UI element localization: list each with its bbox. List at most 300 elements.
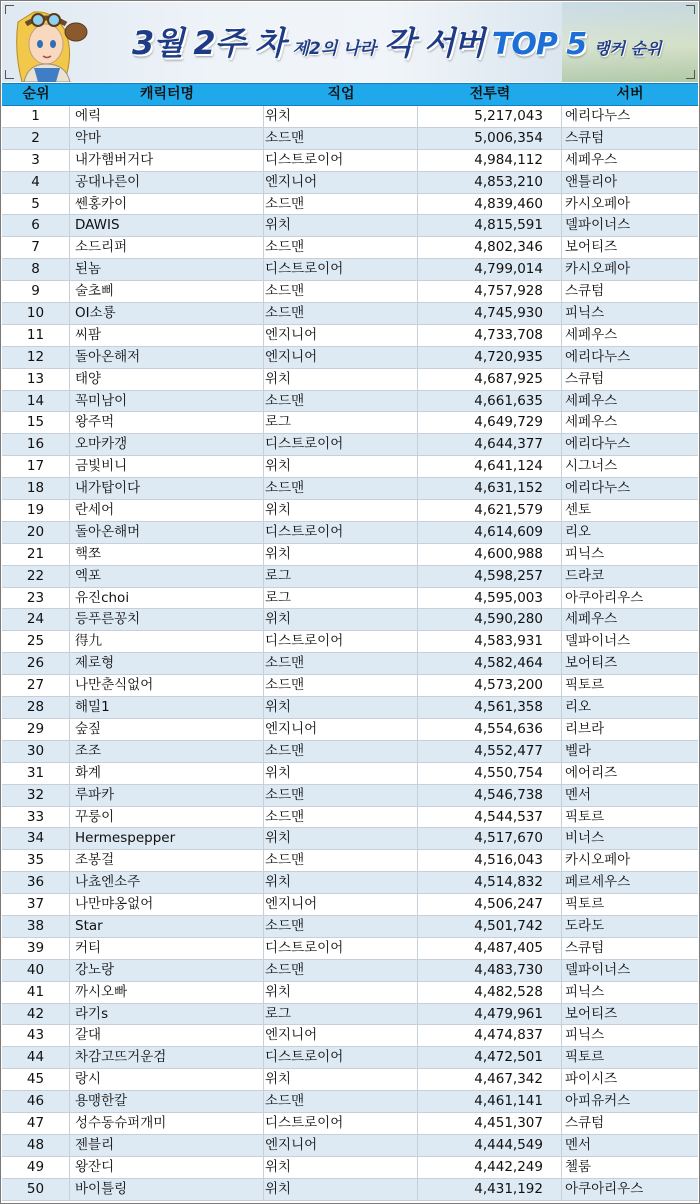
cell-server: 피닉스: [565, 305, 605, 322]
cell-class: 소드맨: [264, 194, 418, 215]
cell-combat-power: 4,583,931: [418, 631, 562, 652]
cell-server: 비너스: [565, 830, 605, 847]
cell-rank: 20: [2, 522, 70, 543]
cell-combat-power: 4,467,342: [418, 1069, 562, 1090]
cell-class: 엔지니어: [264, 325, 418, 346]
cell-class: 위치: [264, 872, 418, 893]
cell-combat-power: 4,644,377: [418, 434, 562, 455]
cell-server: 첼룸: [565, 1158, 592, 1175]
cell-class: 위치: [264, 456, 418, 477]
cell-character-name: 갈대: [70, 1025, 264, 1046]
cell-rank: 10: [2, 303, 70, 324]
cell-character-name: 공대나른이: [70, 172, 264, 193]
header-character-name: 캐릭터명: [139, 86, 195, 102]
cell-class: 엔지니어: [264, 719, 418, 740]
cell-rank: 4: [2, 172, 70, 193]
table-row: [2, 544, 698, 566]
header-class: 직업: [327, 86, 355, 102]
cell-class: 소드맨: [264, 128, 418, 149]
table-row: [2, 675, 698, 697]
cell-character-name: 금빛비니: [70, 456, 264, 477]
cell-combat-power: 4,516,043: [418, 850, 562, 871]
cell-server: 멘서: [565, 1136, 592, 1153]
cell-combat-power: 4,661,635: [418, 391, 562, 412]
corner-mark-icon: [686, 70, 695, 79]
table-row: [2, 741, 698, 763]
cell-server: 보어티즈: [565, 1005, 618, 1022]
cell-rank: 34: [2, 828, 70, 849]
title-banner: [2, 2, 698, 82]
cell-class: 로그: [264, 412, 418, 433]
cell-rank: 25: [2, 631, 70, 652]
cell-rank: 12: [2, 347, 70, 368]
cell-server: 에리다누스: [565, 348, 631, 365]
cell-combat-power: 4,853,210: [418, 172, 562, 193]
cell-server: 픽토르: [565, 1049, 605, 1066]
cell-character-name: 에릭: [70, 106, 264, 127]
title-week: 3월 2주 차: [132, 24, 285, 62]
cell-character-name: 조조: [70, 741, 264, 762]
cell-class: 로그: [264, 1004, 418, 1025]
table-row: [2, 872, 698, 894]
cell-class: 엔지니어: [264, 894, 418, 915]
cell-class: 소드맨: [264, 303, 418, 324]
cell-server: 에리다누스: [565, 436, 631, 453]
cell-combat-power: 4,573,200: [418, 675, 562, 696]
cell-rank: 36: [2, 872, 70, 893]
cell-rank: 46: [2, 1091, 70, 1112]
cell-combat-power: 4,483,730: [418, 960, 562, 981]
cell-server: 에어리즈: [565, 764, 618, 781]
table-row: [2, 719, 698, 741]
cell-server: 델파이너스: [565, 217, 631, 234]
cell-class: 소드맨: [264, 653, 418, 674]
corner-mark-icon: [686, 5, 695, 14]
cell-combat-power: 4,598,257: [418, 566, 562, 587]
cell-character-name: 나만먀옹없어: [70, 894, 264, 915]
table-row: [2, 1069, 698, 1091]
cell-rank: 22: [2, 566, 70, 587]
cell-character-name: 해밀1: [70, 697, 264, 718]
table-row: [2, 828, 698, 850]
table-row: [2, 325, 698, 347]
cell-class: 소드맨: [264, 478, 418, 499]
cell-class: 소드맨: [264, 391, 418, 412]
title-ranker: 랭커 순위: [594, 39, 662, 58]
cell-server: 델파이너스: [565, 961, 631, 978]
table-row: [2, 434, 698, 456]
cell-character-name: 차감고뜨거운검: [70, 1047, 264, 1068]
cell-server: 보어티즈: [565, 655, 618, 672]
cell-rank: 17: [2, 456, 70, 477]
cell-character-name: 꼭미남이: [70, 391, 264, 412]
cell-class: 디스트로이어: [264, 150, 418, 171]
cell-character-name: 성수동슈퍼개미: [70, 1113, 264, 1134]
cell-rank: 23: [2, 588, 70, 609]
cell-combat-power: 4,757,928: [418, 281, 562, 302]
cell-character-name: 제로형: [70, 653, 264, 674]
cell-class: 위치: [264, 1157, 418, 1178]
cell-character-name: 루파카: [70, 785, 264, 806]
cell-combat-power: 4,745,930: [418, 303, 562, 324]
table-row: [2, 303, 698, 325]
cell-combat-power: 4,631,152: [418, 478, 562, 499]
cell-character-name: 용맹한칼: [70, 1091, 264, 1112]
cell-character-name: 내가탑이다: [70, 478, 264, 499]
cell-character-name: 강노랑: [70, 960, 264, 981]
cell-server: 스큐텀: [565, 1114, 605, 1131]
table-row: [2, 172, 698, 194]
table-row: [2, 785, 698, 807]
cell-server: 에리다누스: [565, 480, 631, 497]
cell-character-name: 핵쪼: [70, 544, 264, 565]
cell-class: 소드맨: [264, 281, 418, 302]
cell-character-name: 등푸른꽁치: [70, 609, 264, 630]
cell-class: 위치: [264, 763, 418, 784]
table-row: [2, 500, 698, 522]
cell-combat-power: 4,550,754: [418, 763, 562, 784]
cell-rank: 24: [2, 609, 70, 630]
table-row: [2, 347, 698, 369]
table-row: [2, 1157, 698, 1179]
table-row: [2, 938, 698, 960]
character-avatar-icon: [4, 2, 114, 82]
cell-rank: 48: [2, 1135, 70, 1156]
table-row: [2, 588, 698, 610]
cell-rank: 29: [2, 719, 70, 740]
cell-character-name: 태양: [70, 369, 264, 390]
cell-combat-power: 4,561,358: [418, 697, 562, 718]
cell-character-name: 씨팜: [70, 325, 264, 346]
cell-class: 위치: [264, 1069, 418, 1090]
cell-rank: 41: [2, 982, 70, 1003]
cell-character-name: 꾸룽이: [70, 807, 264, 828]
cell-combat-power: 4,614,609: [418, 522, 562, 543]
cell-combat-power: 4,621,579: [418, 500, 562, 521]
cell-class: 디스트로이어: [264, 259, 418, 280]
cell-combat-power: 4,482,528: [418, 982, 562, 1003]
cell-combat-power: 4,546,738: [418, 785, 562, 806]
header-server: 서버: [616, 86, 644, 102]
table-row: [2, 1025, 698, 1047]
cell-server: 픽토르: [565, 677, 605, 694]
table-row: [2, 1091, 698, 1113]
cell-character-name: 화계: [70, 763, 264, 784]
cell-server: 스큐텀: [565, 370, 605, 387]
cell-combat-power: 4,479,961: [418, 1004, 562, 1025]
title-server: 각 서버: [384, 24, 484, 62]
cell-server: 아피유커스: [565, 1093, 631, 1110]
cell-rank: 8: [2, 259, 70, 280]
cell-class: 위치: [264, 1179, 418, 1200]
cell-class: 위치: [264, 609, 418, 630]
cell-character-name: 오마카갱: [70, 434, 264, 455]
table-row: [2, 194, 698, 216]
cell-character-name: 엑포: [70, 566, 264, 587]
table-row: [2, 456, 698, 478]
cell-character-name: 나만춘식없어: [70, 675, 264, 696]
cell-class: 엔지니어: [264, 1025, 418, 1046]
cell-rank: 32: [2, 785, 70, 806]
cell-combat-power: 4,720,935: [418, 347, 562, 368]
cell-rank: 35: [2, 850, 70, 871]
table-row: [2, 763, 698, 785]
cell-server: 세페우스: [565, 326, 618, 343]
ranking-table: [2, 83, 698, 1201]
cell-character-name: 得九: [70, 631, 264, 652]
table-row: [2, 566, 698, 588]
cell-class: 디스트로이어: [264, 938, 418, 959]
cell-server: 드라코: [565, 567, 605, 584]
cell-class: 소드맨: [264, 237, 418, 258]
cell-combat-power: 5,006,354: [418, 128, 562, 149]
cell-class: 위치: [264, 106, 418, 127]
cell-rank: 43: [2, 1025, 70, 1046]
cell-server: 벨라: [565, 742, 592, 759]
cell-combat-power: 4,649,729: [418, 412, 562, 433]
cell-combat-power: 4,431,192: [418, 1179, 562, 1200]
cell-combat-power: 4,461,141: [418, 1091, 562, 1112]
cell-server: 아쿠아리우스: [565, 589, 644, 606]
cell-combat-power: 4,799,014: [418, 259, 562, 280]
cell-class: 위치: [264, 369, 418, 390]
cell-combat-power: 4,501,742: [418, 916, 562, 937]
cell-server: 파이시즈: [565, 1071, 618, 1088]
cell-server: 페르세우스: [565, 874, 631, 891]
table-row: [2, 960, 698, 982]
cell-character-name: 돌아온해머: [70, 522, 264, 543]
cell-class: 소드맨: [264, 741, 418, 762]
cell-server: 리오: [565, 523, 592, 540]
cell-combat-power: 4,733,708: [418, 325, 562, 346]
table-row: [2, 1179, 698, 1201]
cell-rank: 33: [2, 807, 70, 828]
table-row: [2, 631, 698, 653]
cell-character-name: 조봉걸: [70, 850, 264, 871]
cell-server: 시그너스: [565, 458, 618, 475]
cell-server: 에리다누스: [565, 108, 631, 124]
table-row: [2, 128, 698, 150]
cell-rank: 13: [2, 369, 70, 390]
cell-class: 소드맨: [264, 916, 418, 937]
table-row: [2, 215, 698, 237]
table-row: [2, 807, 698, 829]
table-row: [2, 412, 698, 434]
cell-combat-power: 4,442,249: [418, 1157, 562, 1178]
cell-server: 스큐텀: [565, 283, 605, 300]
table-row: [2, 609, 698, 631]
cell-character-name: 란세어: [70, 500, 264, 521]
cell-class: 로그: [264, 566, 418, 587]
cell-rank: 1: [2, 106, 70, 127]
cell-character-name: 커티: [70, 938, 264, 959]
cell-character-name: 랑시: [70, 1069, 264, 1090]
cell-character-name: 숲짚: [70, 719, 264, 740]
cell-combat-power: 4,582,464: [418, 653, 562, 674]
cell-server: 리브라: [565, 720, 605, 737]
cell-server: 카시오페아: [565, 852, 631, 869]
cell-server: 스큐텀: [565, 129, 605, 146]
cell-class: 디스트로이어: [264, 522, 418, 543]
cell-character-name: 소드리퍼: [70, 237, 264, 258]
cell-rank: 42: [2, 1004, 70, 1025]
table-row: [2, 259, 698, 281]
cell-server: 피닉스: [565, 1027, 605, 1044]
cell-rank: 18: [2, 478, 70, 499]
cell-rank: 14: [2, 391, 70, 412]
header-rank: 순위: [22, 86, 50, 102]
cell-combat-power: 4,590,280: [418, 609, 562, 630]
cell-combat-power: 4,815,591: [418, 215, 562, 236]
cell-class: 위치: [264, 828, 418, 849]
cell-server: 앤틀리아: [565, 173, 618, 190]
cell-combat-power: 4,600,988: [418, 544, 562, 565]
cell-class: 로그: [264, 588, 418, 609]
table-row: [2, 106, 698, 128]
table-row: [2, 1004, 698, 1026]
cell-rank: 5: [2, 194, 70, 215]
title-top5: TOP 5: [491, 27, 587, 62]
cell-server: 피닉스: [565, 545, 605, 562]
cell-combat-power: 4,517,670: [418, 828, 562, 849]
header-combat-power: 전투력: [469, 86, 511, 102]
table-row: [2, 369, 698, 391]
cell-character-name: Star: [70, 916, 264, 937]
cell-class: 엔지니어: [264, 1135, 418, 1156]
cell-combat-power: 4,554,636: [418, 719, 562, 740]
cell-server: 픽토르: [565, 896, 605, 913]
cell-combat-power: 4,506,247: [418, 894, 562, 915]
cell-character-name: 악마: [70, 128, 264, 149]
cell-server: 세페우스: [565, 611, 618, 628]
cell-rank: 40: [2, 960, 70, 981]
cell-character-name: 왕주먹: [70, 412, 264, 433]
cell-rank: 21: [2, 544, 70, 565]
banner-headline: [132, 18, 662, 68]
cell-combat-power: 4,641,124: [418, 456, 562, 477]
cell-class: 디스트로이어: [264, 631, 418, 652]
cell-character-name: 왕잔디: [70, 1157, 264, 1178]
table-row: [2, 653, 698, 675]
cell-character-name: 라기s: [70, 1004, 264, 1025]
cell-character-name: DAWIS: [70, 215, 264, 236]
cell-combat-power: 4,839,460: [418, 194, 562, 215]
cell-rank: 26: [2, 653, 70, 674]
cell-character-name: 돌아온해저: [70, 347, 264, 368]
cell-class: 소드맨: [264, 850, 418, 871]
cell-combat-power: 4,595,003: [418, 588, 562, 609]
cell-combat-power: 4,514,832: [418, 872, 562, 893]
cell-combat-power: 4,444,549: [418, 1135, 562, 1156]
cell-character-name: 나쵸엔소주: [70, 872, 264, 893]
table-row: [2, 1113, 698, 1135]
cell-server: 리오: [565, 699, 592, 716]
table-row: [2, 391, 698, 413]
cell-rank: 9: [2, 281, 70, 302]
cell-character-name: Hermespepper: [70, 828, 264, 849]
table-row: [2, 894, 698, 916]
table-row: [2, 850, 698, 872]
cell-rank: 49: [2, 1157, 70, 1178]
cell-server: 세페우스: [565, 414, 618, 431]
table-row: [2, 697, 698, 719]
cell-server: 멘서: [565, 786, 592, 803]
cell-rank: 50: [2, 1179, 70, 1200]
cell-combat-power: 4,552,477: [418, 741, 562, 762]
cell-class: 소드맨: [264, 785, 418, 806]
cell-combat-power: 4,487,405: [418, 938, 562, 959]
cell-class: 소드맨: [264, 675, 418, 696]
cell-server: 세페우스: [565, 151, 618, 168]
title-game-name: 제2의 나라: [292, 39, 376, 59]
cell-class: 디스트로이어: [264, 1113, 418, 1134]
cell-class: 위치: [264, 697, 418, 718]
cell-rank: 38: [2, 916, 70, 937]
cell-class: 디스트로이어: [264, 434, 418, 455]
cell-combat-power: 4,472,501: [418, 1047, 562, 1068]
cell-class: 소드맨: [264, 807, 418, 828]
cell-class: 디스트로이어: [264, 1047, 418, 1068]
table-row: [2, 237, 698, 259]
cell-rank: 19: [2, 500, 70, 521]
cell-rank: 6: [2, 215, 70, 236]
table-body: [2, 106, 698, 1201]
cell-combat-power: 4,802,346: [418, 237, 562, 258]
cell-combat-power: 4,451,307: [418, 1113, 562, 1134]
cell-server: 도라도: [565, 917, 605, 934]
cell-class: 위치: [264, 500, 418, 521]
cell-rank: 47: [2, 1113, 70, 1134]
cell-rank: 39: [2, 938, 70, 959]
cell-rank: 28: [2, 697, 70, 718]
cell-combat-power: 4,544,537: [418, 807, 562, 828]
cell-rank: 3: [2, 150, 70, 171]
cell-rank: 45: [2, 1069, 70, 1090]
cell-class: 엔지니어: [264, 347, 418, 368]
cell-rank: 16: [2, 434, 70, 455]
cell-rank: 2: [2, 128, 70, 149]
cell-server: 카시오페아: [565, 195, 631, 212]
cell-server: 세페우스: [565, 392, 618, 409]
cell-character-name: 술초삐: [70, 281, 264, 302]
cell-class: 위치: [264, 215, 418, 236]
cell-character-name: 젠블리: [70, 1135, 264, 1156]
table-row: [2, 522, 698, 544]
cell-character-name: 내가햄버거다: [70, 150, 264, 171]
table-row: [2, 1047, 698, 1069]
cell-character-name: 바이틀링: [70, 1179, 264, 1200]
cell-character-name: 된놈: [70, 259, 264, 280]
cell-class: 엔지니어: [264, 172, 418, 193]
cell-server: 센토: [565, 502, 592, 519]
table-header-row: [2, 83, 698, 106]
cell-combat-power: 4,474,837: [418, 1025, 562, 1046]
cell-rank: 44: [2, 1047, 70, 1068]
cell-character-name: 유진choi: [70, 588, 264, 609]
cell-server: 델파이너스: [565, 633, 631, 650]
cell-server: 피닉스: [565, 983, 605, 1000]
table-row: [2, 982, 698, 1004]
cell-rank: 15: [2, 412, 70, 433]
table-row: [2, 916, 698, 938]
cell-combat-power: 4,687,925: [418, 369, 562, 390]
cell-server: 스큐텀: [565, 939, 605, 956]
table-row: [2, 1135, 698, 1157]
cell-combat-power: 5,217,043: [418, 106, 562, 127]
table-row: [2, 478, 698, 500]
table-row: [2, 281, 698, 303]
cell-rank: 27: [2, 675, 70, 696]
